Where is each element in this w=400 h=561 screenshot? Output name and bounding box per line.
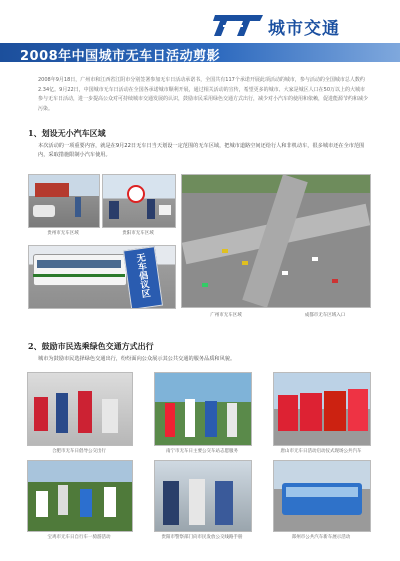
caption-6: 南宁市无车日主要公交车站志愿服务 xyxy=(166,449,238,454)
photo-bicycle-ride xyxy=(27,460,133,532)
photo-car-free-zone-2 xyxy=(102,174,176,228)
photo-volunteers xyxy=(154,372,252,446)
caption-4: 成都市无车区域入口 xyxy=(304,313,346,318)
section1-body: 本次活动的一项重要内容，就是在9月22日无车日当天划设一定范围的无车区域，把城市道路空间还给行人和非机动车，很多城市还在全市范围内，采取措施限制小汽车使用。 xyxy=(38,143,365,158)
caption-1: 贵州市无车区域 xyxy=(47,231,79,236)
photo-bus-and-sign xyxy=(28,245,176,309)
caption-10: 郑州市公共汽车新车展示活动 xyxy=(291,535,351,540)
photo-bus-interior xyxy=(27,372,133,446)
brand-logo-icon xyxy=(213,12,265,38)
section1-title: 1、划设无小汽车区域 xyxy=(28,128,106,138)
section2-title: 2、鼓励市民选乘绿色交通方式出行 xyxy=(28,341,154,351)
photo-aerial-intersection xyxy=(181,174,371,308)
intro-paragraph: 2008年9月18日，广州市和江西省江阴市分别签署参加无车日活动承诺书，全国共有117个承诺开展此项活动的城市，参与活动的全国城市总人数约2.34亿。9月22日，中国城市无车日活动在全国各承诺城市顺利开展，通过相关活动的宣传，希望更多的城市、大家是城区人口在50万以上的大城市参与无车日活动，进一步提高公众对可持续城市交通发展的认识，鼓励市民采用绿色交通方式出行，减少对小汽车的使用和依赖，促进能源节约和减少污染。 xyxy=(38,77,369,112)
page-title: 2008年中国城市无车日活动剪影 xyxy=(20,49,221,64)
caption-2: 贵阳市无车区域 xyxy=(122,231,154,236)
caption-8: 宝鸡市无车日自行车一骑游活动 xyxy=(47,535,111,540)
photo-car-free-zone-1 xyxy=(28,174,100,228)
section2-body: 城市为鼓励市民选择绿色交通出行，纷纷面向公众展示其公共交通的服务品质和风貌。 xyxy=(38,356,236,362)
photo-police-handout xyxy=(154,460,252,532)
header-band xyxy=(0,0,400,40)
caption-9: 贵阳市警察部门向市民发放公交线路手册 xyxy=(161,535,243,540)
caption-5: 合肥市无车日倡导公交出行 xyxy=(52,449,106,454)
car-free-sign-text: 无车倡议区 xyxy=(134,252,151,299)
brand-name: 城市交通 xyxy=(268,19,340,39)
caption-7: 唐山市无车日活动启动仪式现场公共汽车 xyxy=(280,449,362,454)
photo-bus-fleet xyxy=(273,372,371,446)
caption-3: 广州市无车区域 xyxy=(210,313,242,318)
photo-new-bus-display xyxy=(273,460,371,532)
